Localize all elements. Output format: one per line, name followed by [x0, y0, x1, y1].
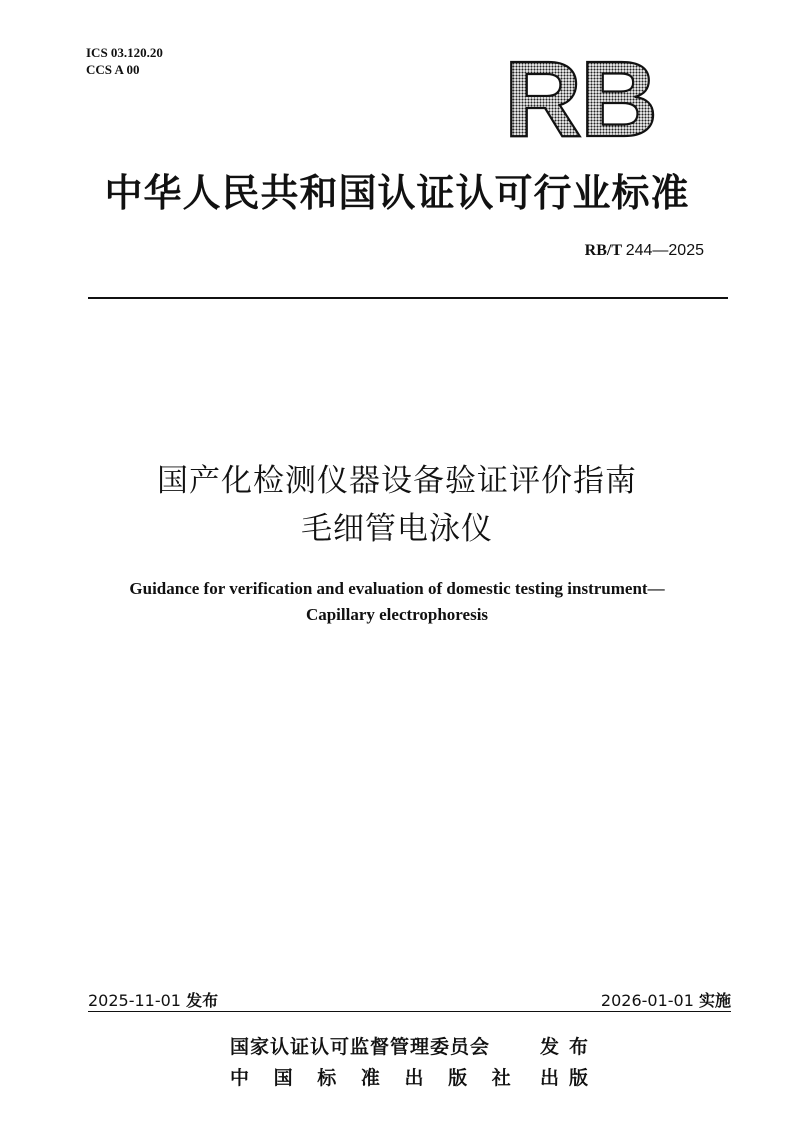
effective-date-label: 实施: [698, 991, 731, 1010]
rb-logo: [500, 44, 670, 144]
standard-code: 244—2025: [625, 242, 704, 259]
ccs-code: CCS A 00: [86, 62, 140, 77]
ics-code: ICS 03.120.20: [86, 45, 163, 60]
en-title-line2: Capillary electrophoresis: [305, 605, 489, 624]
cn-title-line1: 国产化检测仪器设备验证评价指南: [157, 463, 637, 499]
cn-title-line2: 毛细管电泳仪: [301, 511, 493, 547]
standard-number: [585, 242, 704, 260]
issue-date: [88, 988, 218, 1011]
effective-date: [601, 988, 731, 1011]
issue-date-value: 2025-11-01: [88, 991, 181, 1010]
press-org: 中 国 标 准 出 版 社: [230, 1067, 513, 1089]
publisher-org: 国家认证认可监督管理委员会: [230, 1036, 491, 1058]
effective-date-value: 2026-01-01: [600, 991, 694, 1010]
header-divider: [88, 297, 728, 299]
publisher-role: 发布: [540, 1036, 599, 1058]
press-role: 出版: [540, 1067, 599, 1089]
header-title: 中华人民共和国认证认可行业标准: [104, 171, 690, 215]
footer-divider: [88, 1011, 731, 1012]
standard-prefix: RB/T: [584, 242, 622, 259]
issue-date-label: 发布: [186, 991, 219, 1010]
classification-codes: [86, 44, 163, 78]
en-title-line1: Guidance for verification and evaluation of domestic testing instrument—: [129, 579, 665, 598]
logo-text: RB: [504, 44, 656, 144]
